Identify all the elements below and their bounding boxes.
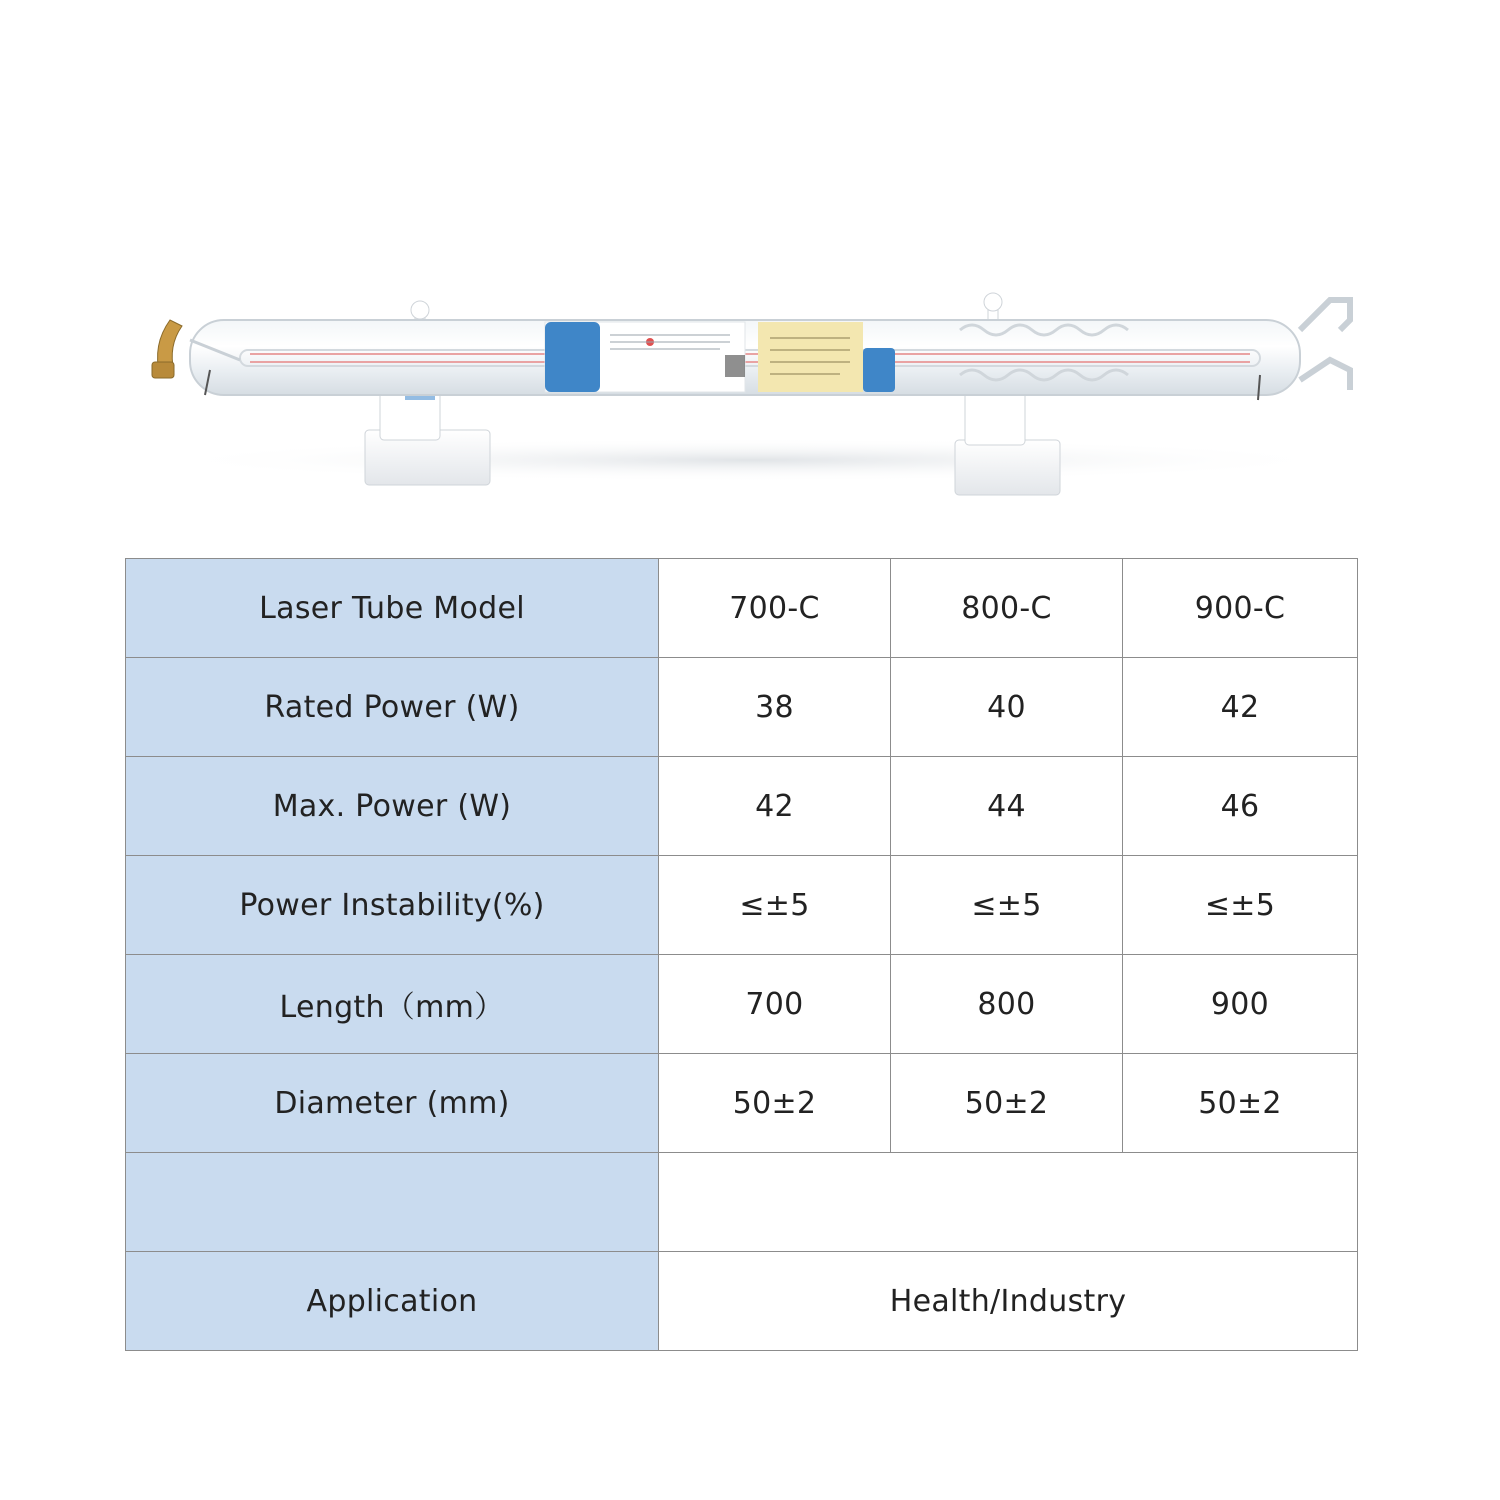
row-label-rated-power: Rated Power (W) (126, 658, 659, 757)
model-cell: 800-C (891, 559, 1123, 658)
spec-table (125, 558, 1358, 1351)
row-label-laser-tube-model: Laser Tube Model (126, 559, 659, 658)
row-label-power-instability: Power Instability(%) (126, 856, 659, 955)
row-label-max-power: Max. Power (W) (126, 757, 659, 856)
table-cell: 40 (891, 658, 1123, 757)
table-row (126, 955, 1358, 1054)
table-cell: 700 (659, 955, 891, 1054)
row-label-diameter: Diameter (mm) (126, 1054, 659, 1153)
table-row (126, 757, 1358, 856)
model-cell: 700-C (659, 559, 891, 658)
table-cell: 50±2 (1123, 1054, 1358, 1153)
table-cell: 38 (659, 658, 891, 757)
table-cell: 50±2 (659, 1054, 891, 1153)
table-cell: ≤±5 (659, 856, 891, 955)
table-cell: 44 (891, 757, 1123, 856)
row-label-blank (126, 1153, 659, 1252)
table-row (126, 559, 1358, 658)
floor-shadow (150, 438, 1350, 482)
table-row (126, 658, 1358, 757)
application-value: Health/Industry (659, 1252, 1358, 1351)
tube-label (545, 322, 895, 392)
table-row (126, 856, 1358, 955)
table-cell: 46 (1123, 757, 1358, 856)
table-cell: 900 (1123, 955, 1358, 1054)
table-row (126, 1252, 1358, 1351)
table-row (126, 1153, 1358, 1252)
model-cell: 900-C (1123, 559, 1358, 658)
table-cell: 42 (659, 757, 891, 856)
table-row (126, 1054, 1358, 1153)
table-cell: 800 (891, 955, 1123, 1054)
table-cell: ≤±5 (891, 856, 1123, 955)
row-label-application: Application (126, 1252, 659, 1351)
table-cell-blank (659, 1153, 1358, 1252)
laser-tube-illustration (130, 280, 1370, 520)
table-cell: ≤±5 (1123, 856, 1358, 955)
table-cell: 50±2 (891, 1054, 1123, 1153)
row-label-length: Length（mm） (126, 955, 659, 1054)
table-cell: 42 (1123, 658, 1358, 757)
